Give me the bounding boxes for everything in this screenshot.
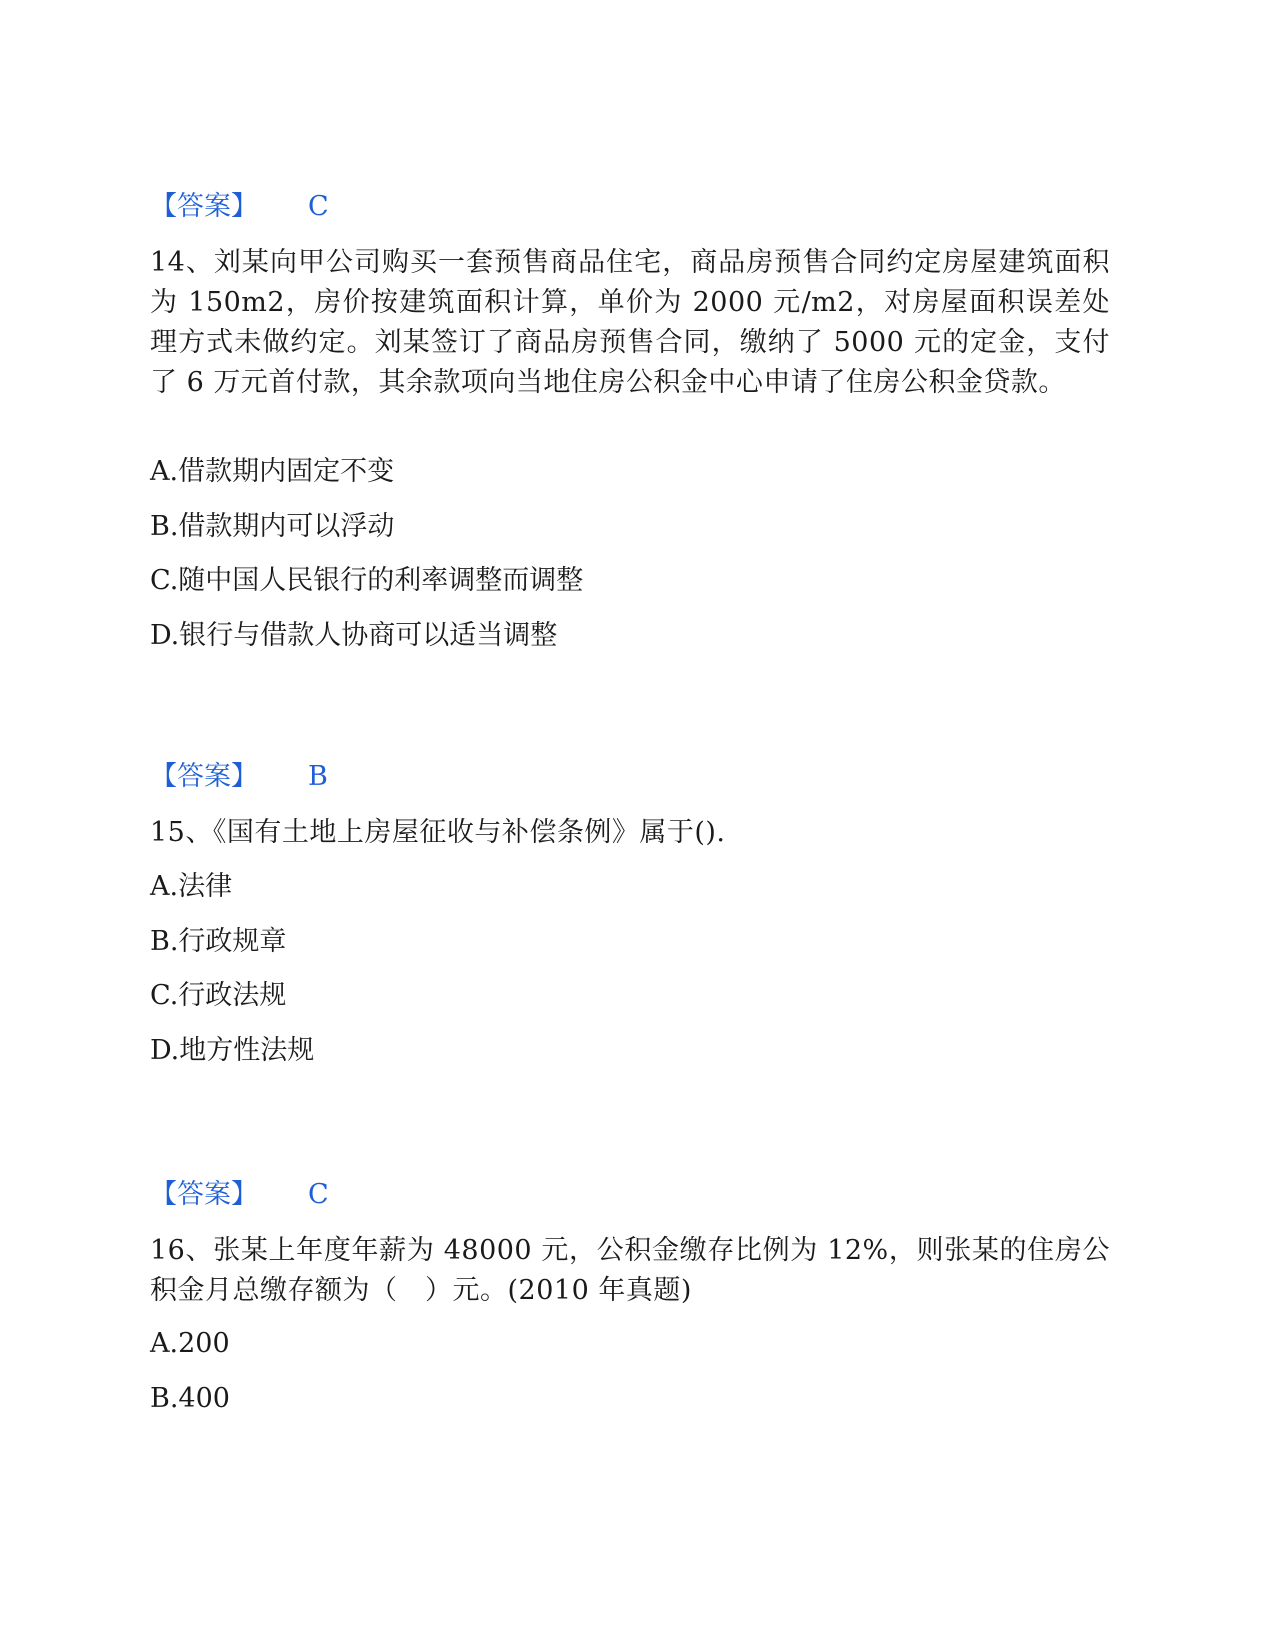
question-16 <box>150 1231 1110 1311</box>
answer-label: 【答案】 <box>150 761 258 792</box>
option-16-a: A.200 <box>150 1328 230 1359</box>
answer-letter: C <box>308 1179 329 1210</box>
option-15-c: C.行政法规 <box>150 980 287 1011</box>
answer-line-13 <box>150 190 1110 224</box>
option-16-b: B.400 <box>150 1383 230 1414</box>
option-15-a: A.法律 <box>150 871 233 902</box>
question-text: 《国有土地上房屋征收与补偿条例》属于(). <box>212 817 726 848</box>
answer-label: 【答案】 <box>150 191 258 222</box>
answer-letter: B <box>308 761 328 792</box>
option-15-b: B.行政规章 <box>150 926 287 957</box>
option-15-d: D.地方性法规 <box>150 1035 315 1066</box>
answer-letter: C <box>308 191 329 222</box>
question-number: 14、 <box>150 247 214 278</box>
question-text: 刘某向甲公司购买一套预售商品住宅，商品房预售合同约定房屋建筑面积为 150m2，房价按建筑面积计算，单价为 2000 元/m2，对房屋面积误差处理方式未做约定。刘某签订了商品房预售合同，缴纳了 5000 元的定金，支付了 6 万元首付款，其余款项向当地住房公积金中心申请了住房公积金贷款。 <box>150 247 1111 398</box>
question-15 <box>150 813 1110 853</box>
answer-label: 【答案】 <box>150 1179 258 1210</box>
answer-line-15 <box>150 1178 1110 1212</box>
option-14-d: D.银行与借款人协商可以适当调整 <box>150 620 558 651</box>
option-14-a: A.借款期内固定不变 <box>150 456 395 487</box>
question-text: 张某上年度年薪为 48000 元，公积金缴存比例为 12%，则张某的住房公积金月总缴存额为（ ）元。(2010 年真题) <box>150 1235 1110 1306</box>
question-number: 15、 <box>150 817 213 848</box>
question-14 <box>150 243 1110 403</box>
question-number: 16、 <box>150 1235 214 1266</box>
option-14-b: B.借款期内可以浮动 <box>150 511 395 542</box>
option-14-c: C.随中国人民银行的利率调整而调整 <box>150 565 584 596</box>
answer-line-14 <box>150 760 1110 794</box>
